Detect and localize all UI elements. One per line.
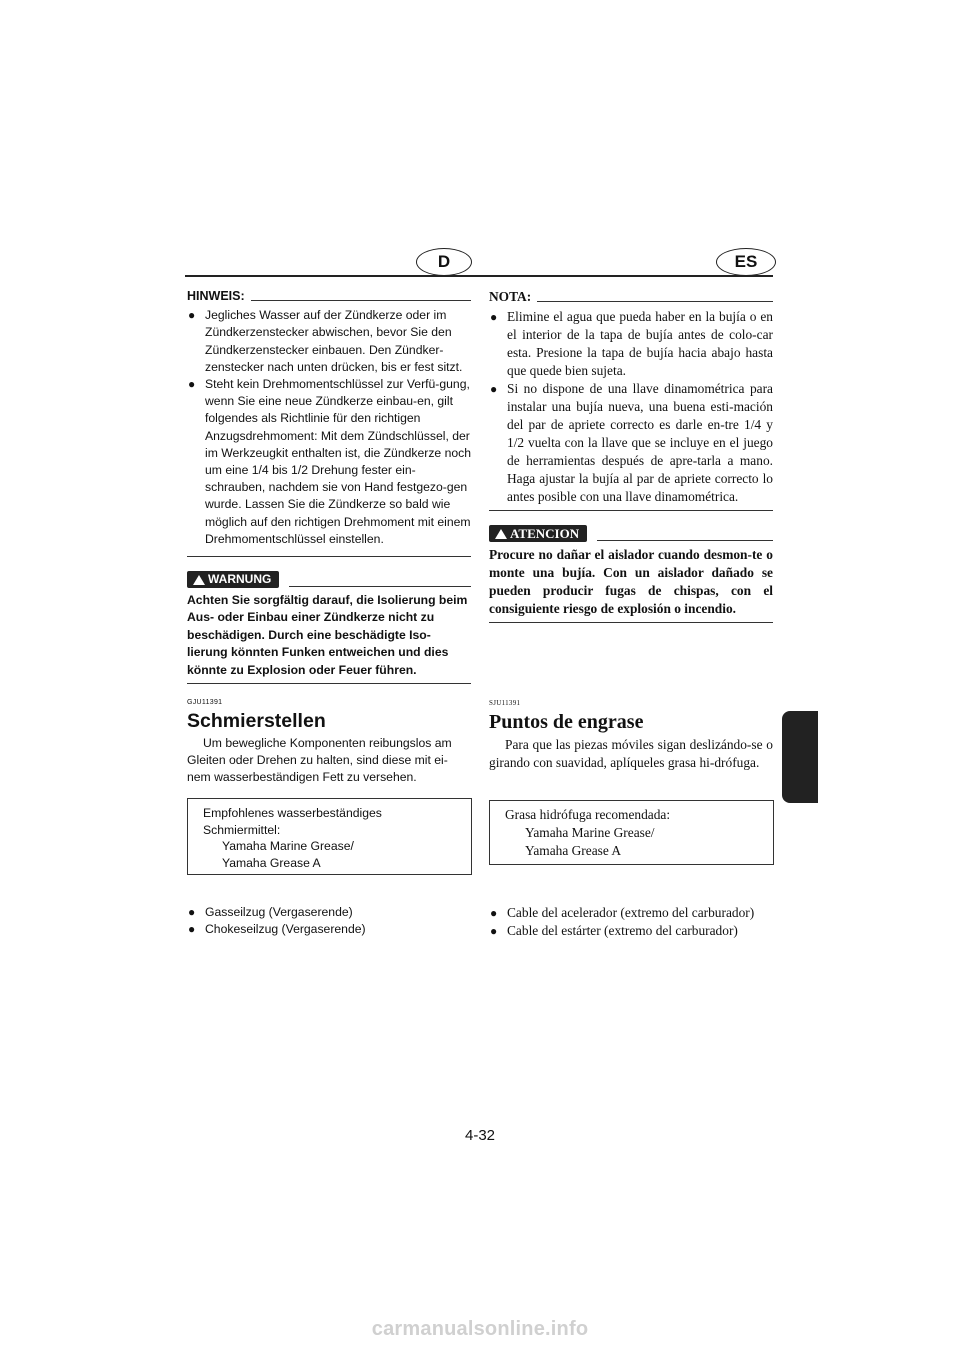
note-heading-de xyxy=(187,288,471,305)
bullet-icon: ● xyxy=(188,922,196,936)
bullet-icon: ● xyxy=(490,382,498,396)
bullet-icon: ● xyxy=(490,906,498,920)
lubrication-points-es xyxy=(489,904,779,940)
language-badge-es xyxy=(716,248,776,276)
bullet-icon: ● xyxy=(188,377,196,392)
language-badge-de xyxy=(416,248,472,276)
box-line: Schmiermittel: xyxy=(203,822,281,837)
warning-end-rule xyxy=(187,683,471,684)
warning-heading-line xyxy=(289,586,471,587)
warning-heading-de xyxy=(187,571,471,588)
point-text: Gasseilzug (Vergaserende) xyxy=(205,905,353,919)
list-item xyxy=(187,376,471,548)
language-code-de: D xyxy=(437,252,451,271)
section-title-de: Schmierstellen xyxy=(187,710,326,732)
note-text: Steht kein Drehmomentschlüssel zur Verfü-gung, wenn Sie eine neue Zündkerze einbau-en, gilt folgendes als Richtlinie für den richtigen Anzugsdrehmoment: Mit dem Zündschlüssel, der im Werkzeugkit enthalten ist, die Zündkerze noch um eine 1/4 bis 1/2 Drehung fester ein-schrauben, nachdem sie von Hand festgezo-gen wurde. Lassen Sie die Zündkerze so bald wie möglich auf den richtigen Drehmoment mit einem Drehmomentschlüssel einstellen. xyxy=(205,377,472,546)
spanish-lubrication-section xyxy=(489,699,773,772)
box-line: Yamaha Grease A xyxy=(525,843,622,858)
list-item xyxy=(489,308,773,380)
header-rule xyxy=(185,275,773,277)
note-label-de: HINWEIS: xyxy=(187,289,245,303)
warning-heading-es xyxy=(489,525,773,542)
chapter-tab xyxy=(782,711,818,803)
note-label-es: NOTA: xyxy=(489,289,532,304)
warning-end-rule xyxy=(489,622,773,623)
note-end-rule xyxy=(489,510,773,511)
watermark: carmanualsonline.info xyxy=(371,1318,589,1340)
point-text: Cable del estárter (extremo del carburador) xyxy=(507,923,738,938)
warning-badge-es xyxy=(489,525,587,542)
note-heading-line xyxy=(537,301,773,302)
box-line: Yamaha Marine Grease/ xyxy=(525,825,655,840)
warning-icon xyxy=(193,575,205,585)
warning-icon xyxy=(495,529,507,539)
section-intro-de: Um bewegliche Komponenten reibungslos am Gleiten oder Drehen zu halten, sind diese mit ei-nem wasserbeständigen Fett zu versehen. xyxy=(187,736,452,785)
list-item xyxy=(187,921,471,938)
grease-box-de xyxy=(187,798,472,875)
warning-label-de: WARNUNG xyxy=(208,571,272,586)
grease-box-es xyxy=(489,800,774,865)
bullet-icon: ● xyxy=(188,905,196,919)
language-code-es: ES xyxy=(734,252,758,271)
note-heading-line xyxy=(251,300,471,301)
bullet-icon: ● xyxy=(490,310,498,324)
spanish-column xyxy=(489,288,773,623)
section-code-de: GJU11391 xyxy=(187,699,223,706)
warning-text-de: Achten Sie sorgfältig darauf, die Isolierung beim Aus- oder Einbau einer Zündkerze nicht zu beschädigen. Durch eine beschädigte Iso-lierung könnten Funken entweichen und dies könnte zu Explosion oder Feuer führen. xyxy=(187,593,468,677)
list-item xyxy=(489,380,773,506)
warning-heading-line xyxy=(597,540,773,541)
german-lubrication-section xyxy=(187,699,471,787)
bullet-icon: ● xyxy=(490,924,498,938)
note-list-es xyxy=(489,308,773,506)
box-line: Yamaha Grease A xyxy=(222,855,321,870)
lubrication-points-de xyxy=(187,904,471,938)
note-text: Si no dispone de una llave dinamométrica para instalar una bujía nueva, una buena esti-mación del par de apriete correcto es darle en-tre 1/4 y 1/2 vuelta con la llave que se incluye en el juego de herramientas después de apre-tarla a mano. Haga ajustar la bujía al par de apriete correcto lo antes posible con una llave dinamométrica. xyxy=(507,381,773,504)
page-number: 4-32 xyxy=(464,1127,496,1144)
warning-badge-de xyxy=(187,571,279,588)
box-line: Empfohlenes wasserbeständiges xyxy=(203,806,382,820)
german-column xyxy=(187,288,471,684)
list-item xyxy=(489,922,779,940)
section-code-es: SJU11391 xyxy=(489,699,521,707)
warning-text-es: Procure no dañar el aislador cuando desmon-te o monte una bujía. Con un aislador dañado se pueden producir fugas de chispas, con el consiguiente riesgo de explosión o incendio. xyxy=(489,547,773,616)
section-title-es: Puntos de engrase xyxy=(489,711,644,733)
note-text: Jegliches Wasser auf der Zündkerze oder im Zündkerzenstecker abwischen, bevor Sie den Zündkerzenstecker einbauen. Den Zündker-zenstecker nach unten drücken, bis er fest sitzt. xyxy=(205,308,463,374)
box-line: Yamaha Marine Grease/ xyxy=(222,839,354,853)
list-item xyxy=(489,904,779,922)
note-text: Elimine el agua que pueda haber en la bujía o en el interior de la tapa de bujía antes de colo-car esta. Presione la tapa de bujía hacia abajo hasta que quede bien sujeta. xyxy=(507,309,773,378)
point-text: Cable del acelerador (extremo del carburador) xyxy=(507,905,755,920)
list-item xyxy=(187,307,471,376)
note-heading-es xyxy=(489,288,773,306)
list-item xyxy=(187,904,471,921)
note-list-de xyxy=(187,307,471,548)
section-intro-es: Para que las piezas móviles sigan deslizándo-se o girando con suavidad, aplíqueles grasa hi-drófuga. xyxy=(489,737,773,770)
box-line: Grasa hidrófuga recomendada: xyxy=(505,807,671,822)
point-text: Chokeseilzug (Vergaserende) xyxy=(205,922,366,936)
bullet-icon: ● xyxy=(188,308,196,323)
note-end-rule xyxy=(187,556,471,557)
warning-label-es: ATENCION xyxy=(510,525,580,541)
